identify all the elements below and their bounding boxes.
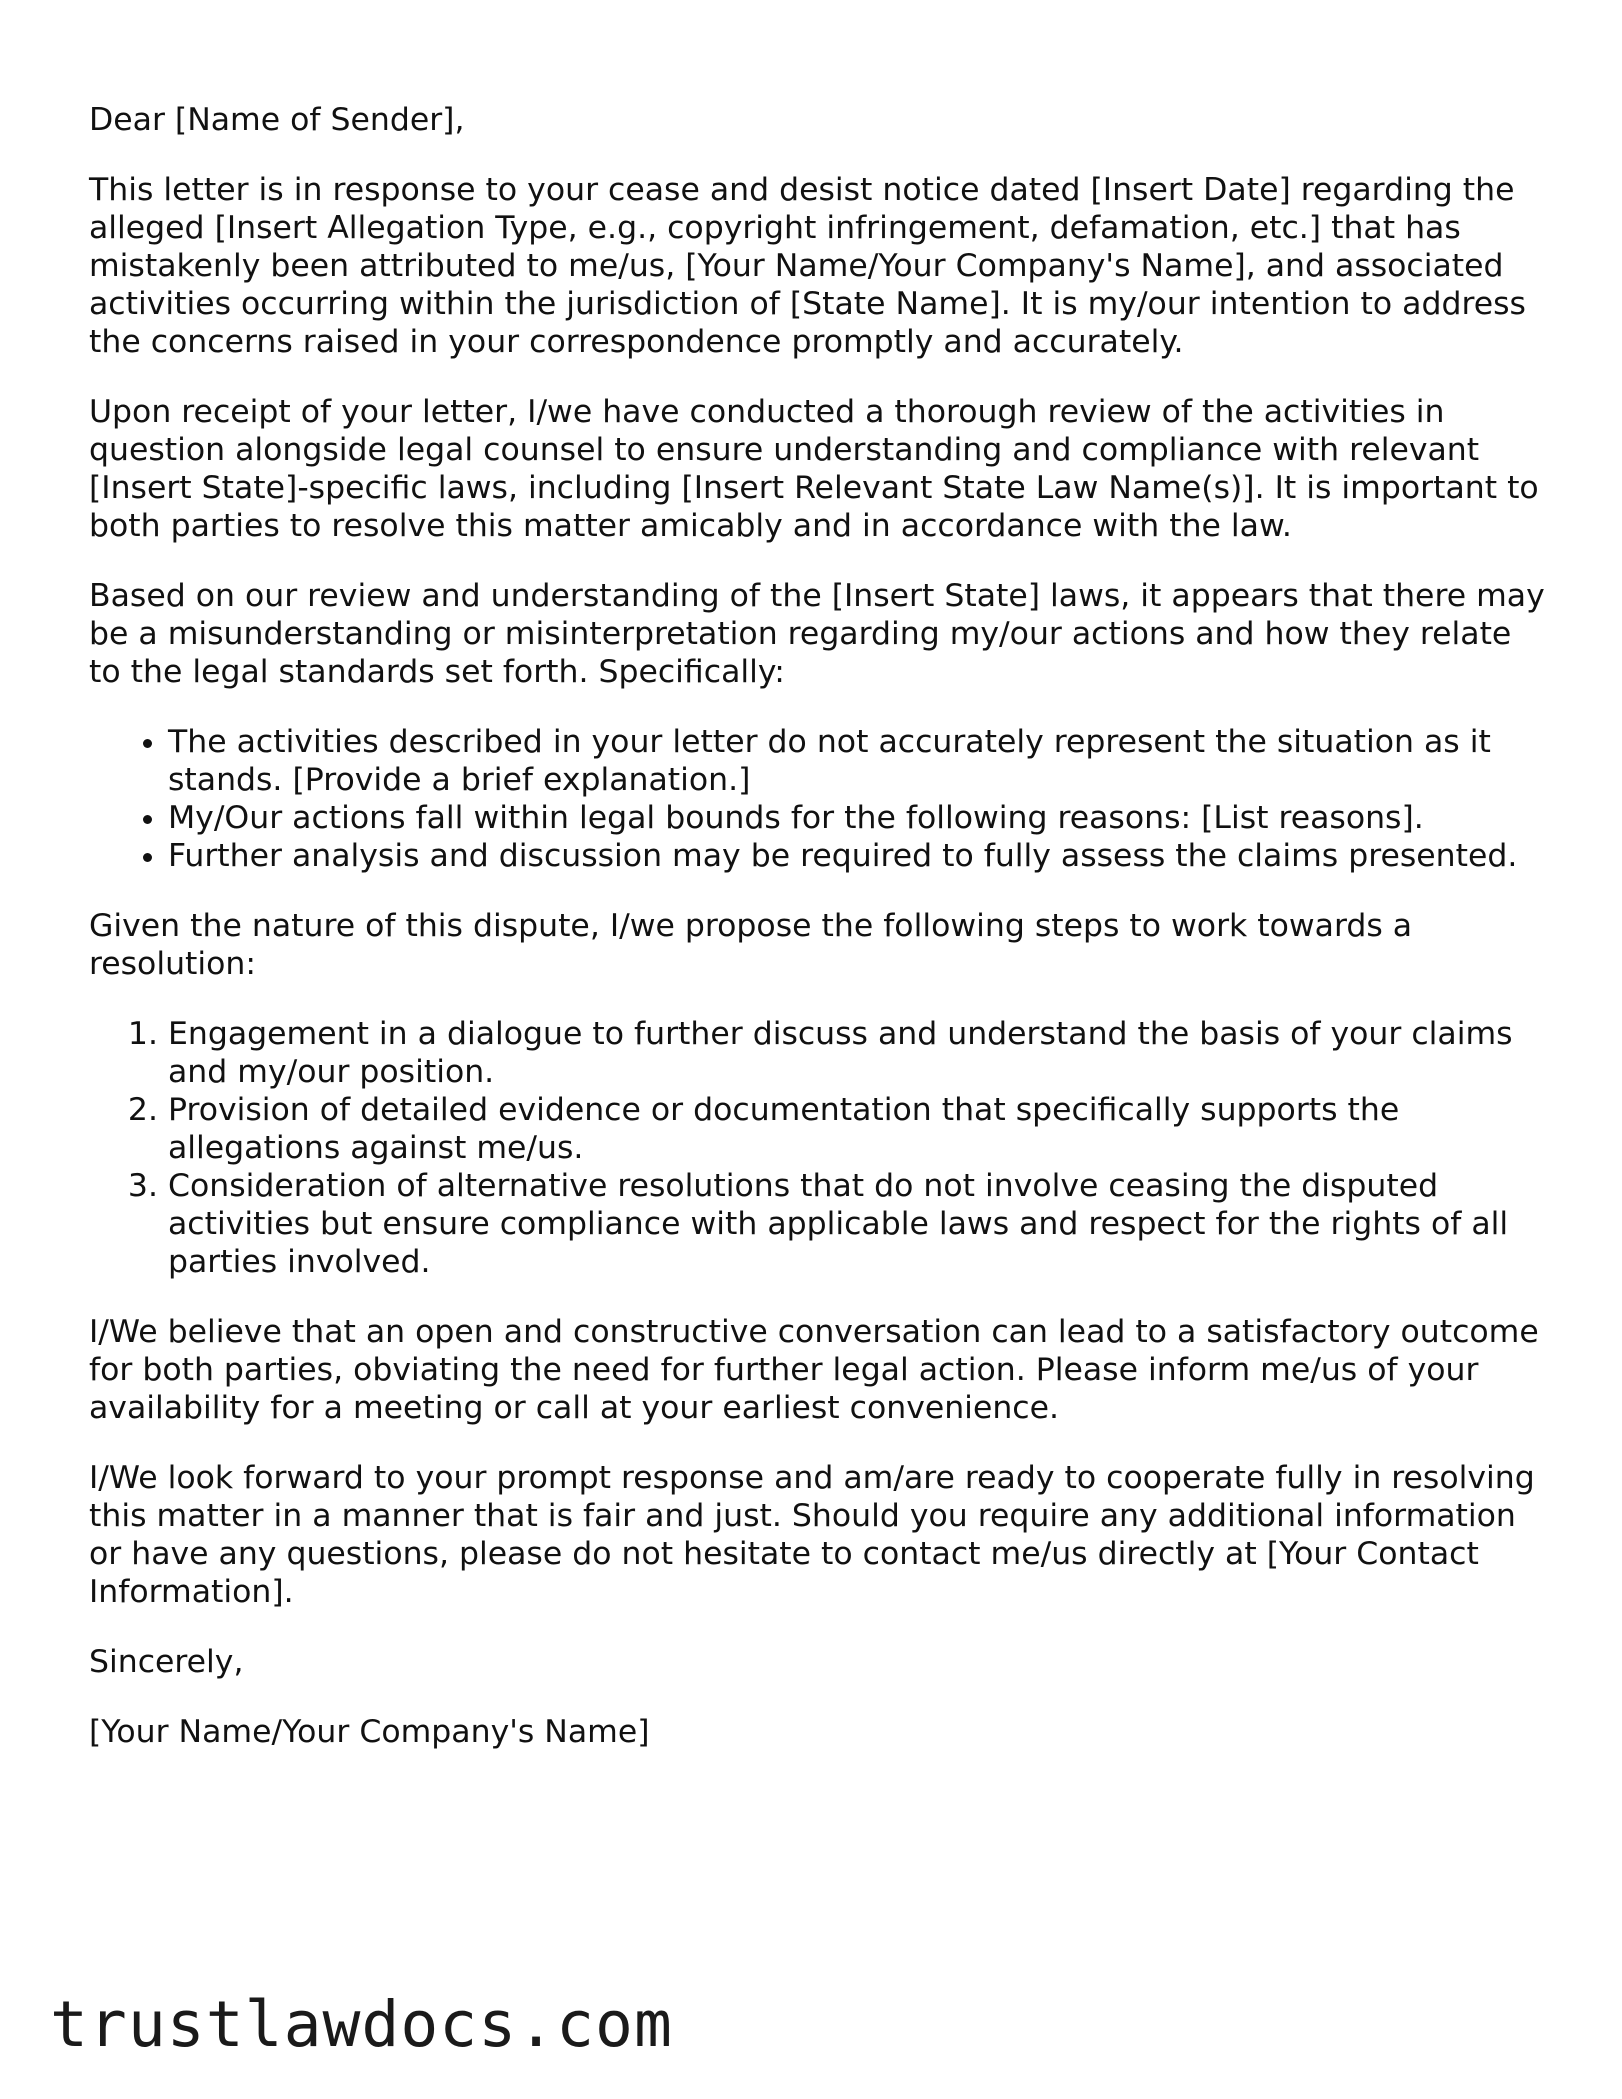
list-item: • The activities described in your letter do not accurately represent the situation as it stands. [Provide a brief explanation.] xyxy=(168,723,1549,799)
paragraph-findings: Based on our review and understanding of the [Insert State] laws, it appears that there may be a misunderstanding or misinterpretation regarding my/our actions and how they relate to the legal standards set forth. Specifically: xyxy=(89,578,1545,690)
list-item: • Further analysis and discussion may be required to fully assess the claims presented. xyxy=(168,837,1549,875)
findings-list xyxy=(89,723,1549,875)
signature-name: [Your Name/Your Company's Name] xyxy=(89,1714,650,1750)
paragraph-conversation: I/We believe that an open and constructive conversation can lead to a satisfactory outcome for both parties, obviating the need for further legal action. Please inform me/us of your availability for a meeting or call at your earliest convenience. xyxy=(89,1314,1539,1426)
paragraph-review: Upon receipt of your letter, I/we have conducted a thorough review of the activities in question alongside legal counsel to ensure understanding and compliance with relevant [Insert State]-specific laws, including [Insert Relevant State Law Name(s)]. It is important to both parties to resolve this matter amicably and in accordance with the law. xyxy=(89,394,1539,544)
list-item: 2. Provision of detailed evidence or documentation that specifically supports the allegations against me/us. xyxy=(168,1091,1549,1167)
list-item: 3. Consideration of alternative resolutions that do not involve ceasing the disputed activities but ensure compliance with applicable laws and respect for the rights of all parties involved. xyxy=(168,1167,1549,1281)
paragraph-contact: I/We look forward to your prompt response and am/are ready to cooperate fully in resolving this matter in a manner that is fair and just. Should you require any additional information or have any questions, please do not hesitate to contact me/us directly at [Your Contact Information]. xyxy=(89,1460,1535,1610)
watermark-text: trustlawdocs.com xyxy=(50,1988,673,2061)
list-item: 1. Engagement in a dialogue to further discuss and understand the basis of your claims and my/our position. xyxy=(168,1015,1549,1091)
sign-off: Sincerely, xyxy=(89,1644,244,1680)
proposed-steps-list xyxy=(89,1015,1549,1281)
salutation: Dear [Name of Sender], xyxy=(89,102,465,138)
steps-intro: Given the nature of this dispute, I/we propose the following steps to work towards a resolution: xyxy=(89,908,1413,982)
letter-body xyxy=(89,101,1549,1751)
list-item: • My/Our actions fall within legal bounds for the following reasons: [List reasons]. xyxy=(168,799,1549,837)
paragraph-intro: This letter is in response to your cease and desist notice dated [Insert Date] regarding the alleged [Insert Allegation Type, e.g., copyright infringement, defamation, etc.] that has mistakenly been attributed to me/us, [Your Name/Your Company's Name], and associated activities occurring within the jurisdiction of [State Name]. It is my/our intention to address the concerns raised in your correspondence promptly and accurately. xyxy=(89,172,1526,360)
